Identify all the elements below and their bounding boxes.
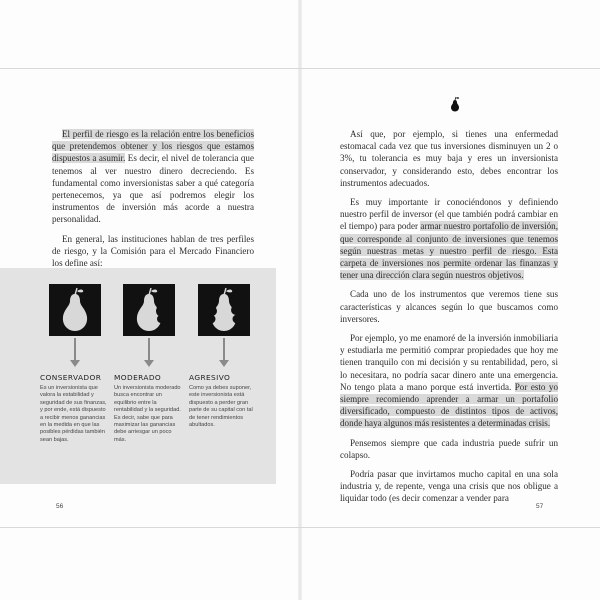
arrow-stem xyxy=(223,338,225,360)
page-bottom-edge xyxy=(0,527,600,528)
paragraph xyxy=(52,233,254,270)
profile-moderado xyxy=(114,284,184,444)
pear-ornament-icon xyxy=(448,96,462,112)
profile-description: Un inversionista moderado busca encontrar un equilibrio entre la rentabilidad y la seguridad. Es decir, sabe que para maximizar las ganancias debe arriesgar un poco más. xyxy=(114,385,181,443)
highlighted-text: armar nuestro portafolio de inversión, que corresponde al conjunto de inversiones que tenemos según nuestras metas y nuestro perfil de riesgo. Esta carpeta de inversiones nos permite ordenar las finanzas y tener una dirección clara según nuestros objetivos. xyxy=(340,221,558,281)
body-text: Así que, por ejemplo, si tienes una enfermedad estomacal cada vez que tus inversiones disminuyen un 2 o 3%, tu tolerancia es muy baja y eres un inversionista conservador, y considerando esto, debes encontrar los instrumentos adecuados. xyxy=(340,129,558,188)
paragraph xyxy=(340,437,558,461)
page-top-edge xyxy=(0,68,600,69)
right-page xyxy=(300,0,600,600)
paragraph xyxy=(340,128,558,189)
book-gutter xyxy=(298,0,302,600)
page-number-left: 56 xyxy=(56,503,64,510)
body-text: Pensemos siempre que cada industria puede sufrir un colapso. xyxy=(340,437,558,460)
body-text: En general, las instituciones hablan de tres perfiles de riesgo, y la Comisión para el Mercado Financiero los define así: xyxy=(52,233,254,269)
arrow-down-icon xyxy=(70,360,80,367)
profile-title: AGRESIVO xyxy=(189,373,231,382)
whole-pear-icon xyxy=(49,284,101,336)
page-number-right: 57 xyxy=(536,503,544,510)
highlighted-text: El perfil de riesgo es la relación entre los beneficios que pretendemos obtener y los riesgos que estamos dispuestos a asumir. xyxy=(52,129,254,164)
bitten-pear-icon xyxy=(123,284,175,336)
body-text: Es muy importante ir conociéndonos y definiendo nuestro perfil de inversor (el que también podrá cambiar en el tiempo) para poder xyxy=(340,197,558,232)
profile-description: Como ya debes suponer, este inversionista está dispuesto a perder gran parte de su capital con tal de tener rendimientos abultados. xyxy=(189,385,253,429)
paragraph xyxy=(340,196,558,281)
profile-conservador xyxy=(40,284,110,444)
paragraph xyxy=(52,128,254,226)
paragraph xyxy=(340,332,558,430)
arrow-stem xyxy=(148,338,150,360)
right-page-text xyxy=(340,128,558,512)
profile-description: Es un inversionista que valora la estabilidad y seguridad de sus finanzas, y por ende, está dispuesto a recibir menos ganancias en la medida en que las posibles pérdidas también sean bajas. xyxy=(40,385,107,443)
arrow-down-icon xyxy=(144,360,154,367)
paragraph xyxy=(340,468,558,505)
eaten-pear-core-icon xyxy=(198,284,250,336)
arrow-down-icon xyxy=(219,360,229,367)
paragraph xyxy=(340,288,558,325)
profile-agresivo xyxy=(189,284,259,429)
arrow-stem xyxy=(74,338,76,360)
body-text: Es decir, el nivel de tolerancia que tenemos al ver nuestro dinero decreciendo. Es fundamental como inversionistas saber a qué categoría pertenecemos, ya que así podremos elegir los instrumentos de inversión más acorde a nuestra personalidad. xyxy=(52,153,254,225)
profile-title: CONSERVADOR xyxy=(40,373,102,382)
body-text: Por ejemplo, yo me enamoré de la inversión inmobiliaria y estudiarla me permitió comprar propiedades que hoy me tienen tranquilo con mi decisión y su rentabilidad, pero, si lo necesitara, no podría sacar dinero ante una emergencia. No tengo plata a mano porque está invertida. xyxy=(340,333,558,392)
left-page-text xyxy=(52,128,254,276)
body-text: Podría pasar que invirtamos mucho capital en una sola industria y, de repente, venga una crisis que nos obligue a liquidar todo (es decir comenzar a vender para xyxy=(340,469,558,504)
risk-profiles-box xyxy=(0,268,276,484)
profile-title: MODERADO xyxy=(114,373,162,382)
highlighted-text: Por esto yo siempre recomiendo aprender a armar un portafolio diversificado, compuesto de distintos tipos de activos, donde haya algunos más resistentes a determinadas crisis. xyxy=(340,381,559,429)
body-text: Cada uno de los instrumentos que veremos tiene sus características y alcances según lo que buscamos como inversores. xyxy=(340,289,558,324)
